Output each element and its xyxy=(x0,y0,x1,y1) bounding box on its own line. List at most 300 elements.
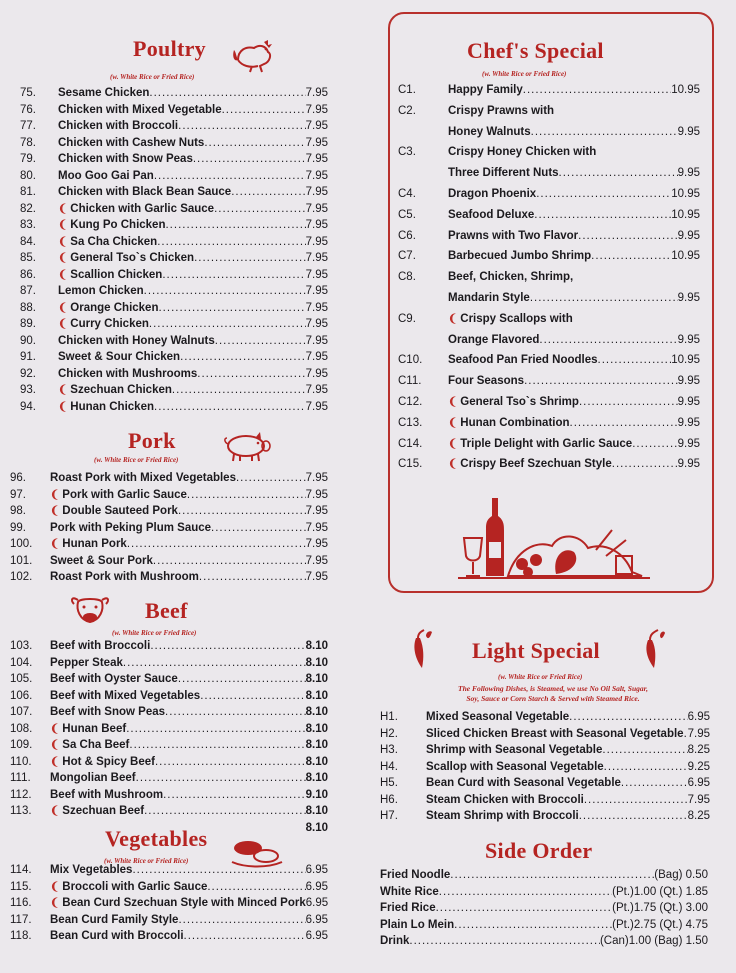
item-name: Roast Pork with Mixed Vegetables xyxy=(50,472,236,484)
item-name: Sa Cha Chicken xyxy=(70,235,158,248)
menu-item-row xyxy=(10,704,328,721)
item-number: 103. xyxy=(10,640,33,652)
chefs-special-subtitle: (w. White Rice or Fried Rice) xyxy=(482,70,567,78)
item-number: 108. xyxy=(10,722,33,735)
dot-leader xyxy=(559,163,678,184)
item-number: 115. xyxy=(10,880,32,893)
dot-leader xyxy=(215,333,306,350)
item-number: 100. xyxy=(10,538,33,550)
item-number: 96. xyxy=(10,472,26,484)
item-number: H3. xyxy=(380,744,398,756)
item-price: 7.95 xyxy=(305,367,328,380)
hot-spicy-icon: ❨ xyxy=(50,739,63,751)
dot-leader xyxy=(439,884,612,901)
menu-item-row xyxy=(10,879,328,896)
item-number: C2. xyxy=(398,104,416,117)
item-name: Pork with Peking Plum Sauce xyxy=(50,521,212,534)
item-name: Fried Noodle xyxy=(380,869,451,881)
item-name: Beef with Mushroom xyxy=(50,788,164,801)
item-number: 113. xyxy=(10,805,32,817)
dot-leader xyxy=(534,205,671,226)
item-name: Four Seasons xyxy=(448,375,525,388)
beef-subtitle: (w. White Rice or Fried Rice) xyxy=(112,629,197,637)
item-price: 7.95 xyxy=(305,235,328,248)
item-name: Hunan Beef xyxy=(62,722,127,735)
menu-item-row xyxy=(398,392,700,413)
dot-leader xyxy=(539,330,677,351)
dot-leader xyxy=(454,917,612,934)
hot-spicy-icon: ❨ xyxy=(50,538,63,550)
dot-leader xyxy=(126,721,305,738)
item-name: Szechuan Beef xyxy=(62,805,145,817)
item-number: 105. xyxy=(10,673,33,685)
item-price: 7.95 xyxy=(305,252,328,264)
item-number: 107. xyxy=(10,706,33,718)
item-number: 111. xyxy=(10,772,31,784)
dot-leader xyxy=(187,487,306,504)
item-name: Chicken with Black Bean Sauce xyxy=(58,186,232,198)
item-price: (Bag) 0.50 xyxy=(654,869,708,881)
menu-item-row xyxy=(398,371,700,392)
light-special-note xyxy=(410,684,696,704)
item-number: 92. xyxy=(20,367,36,380)
item-price: 9.95 xyxy=(677,229,700,242)
side-order-title: Side Order xyxy=(485,838,593,863)
dot-leader xyxy=(178,912,305,929)
menu-item-row xyxy=(398,267,700,288)
item-name: Seafood Pan Fried Noodles xyxy=(448,354,598,367)
item-number: 94. xyxy=(20,400,36,413)
item-name: Kung Po Chicken xyxy=(70,219,166,231)
item-name: Mongolian Beef xyxy=(50,772,136,784)
item-number: 97. xyxy=(10,488,26,501)
item-number: H4. xyxy=(380,760,398,773)
pepper-icon xyxy=(410,628,434,670)
menu-item-row xyxy=(20,316,328,333)
beef-title: Beef xyxy=(145,598,188,623)
menu-item-row xyxy=(10,470,328,487)
menu-item-row xyxy=(380,933,708,950)
item-price: 6.95 xyxy=(305,880,328,893)
item-number: C10. xyxy=(398,354,423,367)
vegetables-title: Vegetables xyxy=(105,826,208,851)
dot-leader xyxy=(132,862,305,879)
menu-item-row xyxy=(380,742,710,759)
item-name: Sesame Chicken xyxy=(58,87,150,99)
item-name: Moo Goo Gai Pan xyxy=(58,169,154,182)
menu-item-row xyxy=(398,454,700,475)
dot-leader xyxy=(214,201,306,218)
poultry-list xyxy=(20,85,328,415)
item-name: Sweet & Sour Chicken xyxy=(58,351,181,363)
item-number: 102. xyxy=(10,571,33,583)
cow-icon xyxy=(68,592,112,628)
item-name: Pepper Steak xyxy=(50,656,123,669)
item-name: Beef, Chicken, Shrimp, xyxy=(448,271,574,284)
item-price: 8.10 xyxy=(305,755,328,768)
item-name: Bean Curd with Broccoli xyxy=(50,930,184,942)
dot-leader xyxy=(149,316,306,333)
dot-leader xyxy=(178,503,306,520)
pork-list xyxy=(10,470,328,586)
item-name: Orange Chicken xyxy=(70,301,159,314)
item-name: General Tso`s Shrimp xyxy=(460,395,579,408)
menu-item-row xyxy=(10,553,328,570)
item-price: 7.95 xyxy=(305,87,328,99)
menu-item-row xyxy=(10,520,328,537)
item-price: 8.10 xyxy=(305,772,328,784)
item-number: C9. xyxy=(398,312,416,325)
item-name: Seafood Deluxe xyxy=(448,208,535,221)
hot-spicy-icon: ❨ xyxy=(50,505,63,517)
item-price: 7.95 xyxy=(305,219,328,231)
menu-item-row xyxy=(10,912,328,929)
dot-leader xyxy=(154,168,306,185)
dot-leader xyxy=(163,787,306,804)
item-name: Crispy Scallops with xyxy=(460,312,573,325)
menu-item-row xyxy=(20,217,328,234)
item-price: 10.95 xyxy=(671,187,700,200)
dot-leader xyxy=(199,569,306,586)
hot-spicy-icon: ❨ xyxy=(58,235,71,248)
item-number: 112. xyxy=(10,788,32,801)
item-number: H7. xyxy=(380,810,398,822)
item-number: 86. xyxy=(20,268,36,281)
dot-leader xyxy=(165,704,306,721)
hot-spicy-icon: ❨ xyxy=(50,880,63,893)
item-name: Hunan Chicken xyxy=(70,400,154,413)
item-name: Hot & Spicy Beef xyxy=(62,755,155,768)
item-name: Three Different Nuts xyxy=(448,167,559,180)
item-name: General Tso`s Chicken xyxy=(70,252,195,264)
item-price: 10.95 xyxy=(671,354,700,367)
item-number: 77. xyxy=(20,120,36,132)
dot-leader xyxy=(129,737,305,754)
pork-subtitle: (w. White Rice or Fried Rice) xyxy=(94,456,179,464)
item-name: Broccoli with Garlic Sauce xyxy=(62,880,208,893)
item-name: White Rice xyxy=(380,885,439,898)
item-price: 7.95 xyxy=(305,120,328,132)
item-price: 9.95 xyxy=(677,167,700,180)
menu-item-row xyxy=(20,382,328,399)
item-number: 90. xyxy=(20,334,36,347)
menu-item-row xyxy=(20,267,328,284)
item-price: 8.10 xyxy=(305,689,328,702)
item-name: Crispy Honey Chicken with xyxy=(448,146,597,159)
menu-item-row xyxy=(10,671,328,688)
menu-item-row xyxy=(380,884,708,901)
item-number: 84. xyxy=(20,235,36,248)
menu-item-row xyxy=(398,184,700,205)
item-number: 117. xyxy=(10,913,32,926)
pig-icon xyxy=(220,428,274,464)
menu-item-row xyxy=(380,808,710,825)
dot-leader xyxy=(579,392,678,413)
dot-leader xyxy=(632,434,677,455)
item-number: C4. xyxy=(398,187,416,200)
dot-leader xyxy=(584,792,688,809)
hot-spicy-icon: ❨ xyxy=(448,312,461,325)
item-price: 7.95 xyxy=(305,538,328,550)
hot-spicy-icon: ❨ xyxy=(448,416,461,429)
dot-leader xyxy=(621,775,688,792)
item-number: H6. xyxy=(380,793,398,806)
light-special-list xyxy=(380,709,710,825)
menu-item-row xyxy=(20,201,328,218)
item-price: 6.95 xyxy=(687,711,710,723)
item-price: 8.10 xyxy=(305,673,328,685)
item-price: 7.95 xyxy=(305,505,328,517)
menu-item-row xyxy=(10,569,328,586)
item-number: C14. xyxy=(398,437,423,450)
dot-leader xyxy=(162,267,305,284)
dot-leader xyxy=(231,184,305,201)
menu-item-row xyxy=(398,350,700,371)
item-number: H5. xyxy=(380,777,398,789)
item-name: Orange Flavored xyxy=(448,333,540,346)
item-price: 7.95 xyxy=(305,301,328,314)
item-price: 10.95 xyxy=(671,84,700,96)
item-name: Mandarin Style xyxy=(448,291,530,304)
dot-leader xyxy=(531,122,678,143)
dot-leader xyxy=(530,288,678,309)
menu-item-row xyxy=(380,775,710,792)
light-special-note-line1: The Following Dishes, is Steamed, we use No Oil Salt, Sugar, xyxy=(457,684,649,693)
dot-leader xyxy=(197,366,305,383)
item-price: (Can)1.00 (Bag) 1.50 xyxy=(599,935,708,947)
item-price: 7.95 xyxy=(305,571,328,583)
item-name: Fried Rice xyxy=(380,902,436,914)
item-number: 116. xyxy=(10,897,32,909)
item-number: 83. xyxy=(20,219,36,231)
menu-item-row xyxy=(380,917,708,934)
item-name: Honey Walnuts xyxy=(448,125,531,138)
item-name: Barbecued Jumbo Shrimp xyxy=(448,250,592,263)
dot-leader xyxy=(578,226,677,247)
item-name: Steam Chicken with Broccoli xyxy=(426,793,584,806)
item-price: 9.95 xyxy=(677,395,700,408)
dot-leader xyxy=(136,770,306,787)
item-price: 7.95 xyxy=(305,169,328,182)
dot-leader xyxy=(450,867,654,884)
item-number: 88. xyxy=(20,301,36,314)
item-number: C1. xyxy=(398,84,416,96)
poultry-title: Poultry xyxy=(133,36,206,61)
item-name: Plain Lo Mein xyxy=(380,918,455,931)
item-number: C8. xyxy=(398,271,416,284)
dot-leader xyxy=(149,85,305,102)
item-number: 98. xyxy=(10,505,26,517)
item-number: C3. xyxy=(398,146,416,159)
menu-item-row xyxy=(398,413,700,434)
item-price: 7.95 xyxy=(305,318,328,330)
item-name: Shrimp with Seasonal Vegetable xyxy=(426,744,603,756)
item-number: 76. xyxy=(20,103,36,116)
item-name: Crispy Prawns with xyxy=(448,104,555,117)
item-price: 7.95 xyxy=(305,400,328,413)
menu-item-row xyxy=(10,536,328,553)
hot-spicy-icon: ❨ xyxy=(50,722,63,735)
item-price: 9.95 xyxy=(677,333,700,346)
item-price: 9.25 xyxy=(687,760,710,773)
dot-leader xyxy=(144,803,306,820)
item-price: 10.95 xyxy=(671,250,700,263)
dot-leader xyxy=(172,382,306,399)
menu-item-row xyxy=(10,487,328,504)
item-name: Pork with Garlic Sauce xyxy=(62,488,187,501)
menu-item-row xyxy=(10,787,328,804)
item-number: 106. xyxy=(10,689,33,702)
item-name: Chicken with Mushrooms xyxy=(58,367,198,380)
hot-spicy-icon: ❨ xyxy=(58,252,71,264)
item-price: 7.95 xyxy=(687,727,710,740)
item-name: Chicken with Honey Walnuts xyxy=(58,334,215,347)
item-name: Scallion Chicken xyxy=(70,268,163,281)
item-number: 99. xyxy=(10,521,26,534)
dot-leader xyxy=(154,399,306,416)
item-price: 9.10 xyxy=(305,788,328,801)
dot-leader xyxy=(436,900,613,917)
item-price: 6.95 xyxy=(305,930,328,942)
dot-leader xyxy=(612,454,678,475)
menu-item-row xyxy=(20,85,328,102)
vegetables-list xyxy=(10,862,328,945)
dot-leader xyxy=(204,135,305,152)
item-price: 9.95 xyxy=(677,375,700,388)
dot-leader xyxy=(155,754,306,771)
item-price: 8.25 xyxy=(687,744,710,756)
dot-leader xyxy=(193,151,306,168)
dot-leader xyxy=(178,671,306,688)
chefs-special-title: Chef's Special xyxy=(467,38,604,63)
item-price: (Pt.)2.75 (Qt.) 4.75 xyxy=(612,918,708,931)
dot-leader xyxy=(579,808,688,825)
light-special-title: Light Special xyxy=(472,638,600,663)
item-price: 7.95 xyxy=(305,334,328,347)
menu-item-row xyxy=(380,792,710,809)
item-price: 6.95 xyxy=(305,897,329,909)
menu-item-row xyxy=(398,330,700,351)
dot-leader xyxy=(207,879,305,896)
chefs-special-list xyxy=(398,80,700,475)
dot-leader xyxy=(144,283,306,300)
item-name: Chicken with Garlic Sauce xyxy=(70,202,215,215)
menu-item-row xyxy=(10,754,328,771)
menu-item-row xyxy=(20,118,328,135)
item-name: Double Sauteed Pork xyxy=(62,505,178,517)
dot-leader xyxy=(165,217,305,234)
item-number: C5. xyxy=(398,208,416,221)
item-number: 85. xyxy=(20,252,36,264)
item-name: Beef with Oyster Sauce xyxy=(50,673,178,685)
item-name: Chicken with Mixed Vegetable xyxy=(58,103,222,116)
item-number: 114. xyxy=(10,864,32,876)
menu-item-row xyxy=(20,333,328,350)
item-price: 8.25 xyxy=(687,810,710,822)
item-number: 110. xyxy=(10,755,32,768)
hot-spicy-icon: ❨ xyxy=(58,318,71,330)
item-number: 104. xyxy=(10,656,33,669)
dot-leader xyxy=(211,520,306,537)
menu-item-row xyxy=(398,163,700,184)
dot-leader xyxy=(153,553,306,570)
menu-item-row xyxy=(20,234,328,251)
dot-leader xyxy=(236,470,306,487)
item-name: Chicken with Cashew Nuts xyxy=(58,136,205,149)
item-price: 7.95 xyxy=(305,472,328,484)
item-number: 75. xyxy=(20,87,36,99)
hot-spicy-icon: ❨ xyxy=(50,897,63,909)
menu-item-row xyxy=(398,288,700,309)
dot-leader xyxy=(602,742,687,759)
item-price: 7.95 xyxy=(305,186,328,198)
item-number: C6. xyxy=(398,229,416,242)
menu-item-row xyxy=(20,151,328,168)
item-price: 7.95 xyxy=(305,554,328,567)
item-price: 7.95 xyxy=(305,384,328,396)
hot-spicy-icon: ❨ xyxy=(58,384,71,396)
menu-item-row xyxy=(20,168,328,185)
menu-item-row xyxy=(20,283,328,300)
dot-leader xyxy=(570,413,678,434)
menu-item-row xyxy=(380,759,710,776)
hot-spicy-icon: ❨ xyxy=(58,400,71,413)
item-name: Bean Curd Family Style xyxy=(50,913,179,926)
menu-item-row xyxy=(398,142,700,163)
item-name: Happy Family xyxy=(448,84,523,96)
item-name: Crispy Beef Szechuan Style xyxy=(460,458,612,471)
item-price: 6.95 xyxy=(305,913,328,926)
item-number: C12. xyxy=(398,395,423,408)
item-number: 91. xyxy=(20,351,36,363)
item-number: C7. xyxy=(398,250,416,263)
menu-item-row xyxy=(10,503,328,520)
menu-item-row xyxy=(10,655,328,672)
vegetables-subtitle: (w. White Rice or Fried Rice) xyxy=(104,857,189,865)
dot-leader xyxy=(200,688,305,705)
menu-item-row xyxy=(20,300,328,317)
dot-leader xyxy=(524,371,678,392)
item-name: Lemon Chicken xyxy=(58,285,144,297)
item-price: (Pt.)1.00 (Qt.) 1.85 xyxy=(612,885,708,898)
item-name: Bean Curd Szechuan Style with Minced Pork xyxy=(62,897,306,909)
menu-item-row xyxy=(10,688,328,705)
menu-item-row xyxy=(10,638,328,655)
dot-leader xyxy=(158,300,305,317)
menu-item-row xyxy=(398,80,700,101)
menu-item-row xyxy=(20,250,328,267)
item-price: 9.95 xyxy=(677,125,700,138)
item-price: 7.95 xyxy=(305,103,328,116)
item-price: 9.95 xyxy=(677,416,700,429)
item-name: Chicken with Snow Peas xyxy=(58,153,193,165)
menu-item-row xyxy=(10,862,328,879)
menu-item-row xyxy=(20,366,328,383)
item-price: 7.95 xyxy=(305,488,328,501)
item-number: 80. xyxy=(20,169,36,182)
item-number: H2. xyxy=(380,727,398,740)
dot-leader xyxy=(536,184,671,205)
hot-spicy-icon: ❨ xyxy=(58,202,71,215)
dot-leader xyxy=(222,102,306,119)
item-price: 7.95 xyxy=(305,153,328,165)
item-number: 118. xyxy=(10,930,32,942)
menu-item-row xyxy=(380,867,708,884)
dot-leader xyxy=(150,638,305,655)
hot-spicy-icon: ❨ xyxy=(58,301,71,314)
item-price: 7.95 xyxy=(305,285,328,297)
menu-item-row xyxy=(20,349,328,366)
